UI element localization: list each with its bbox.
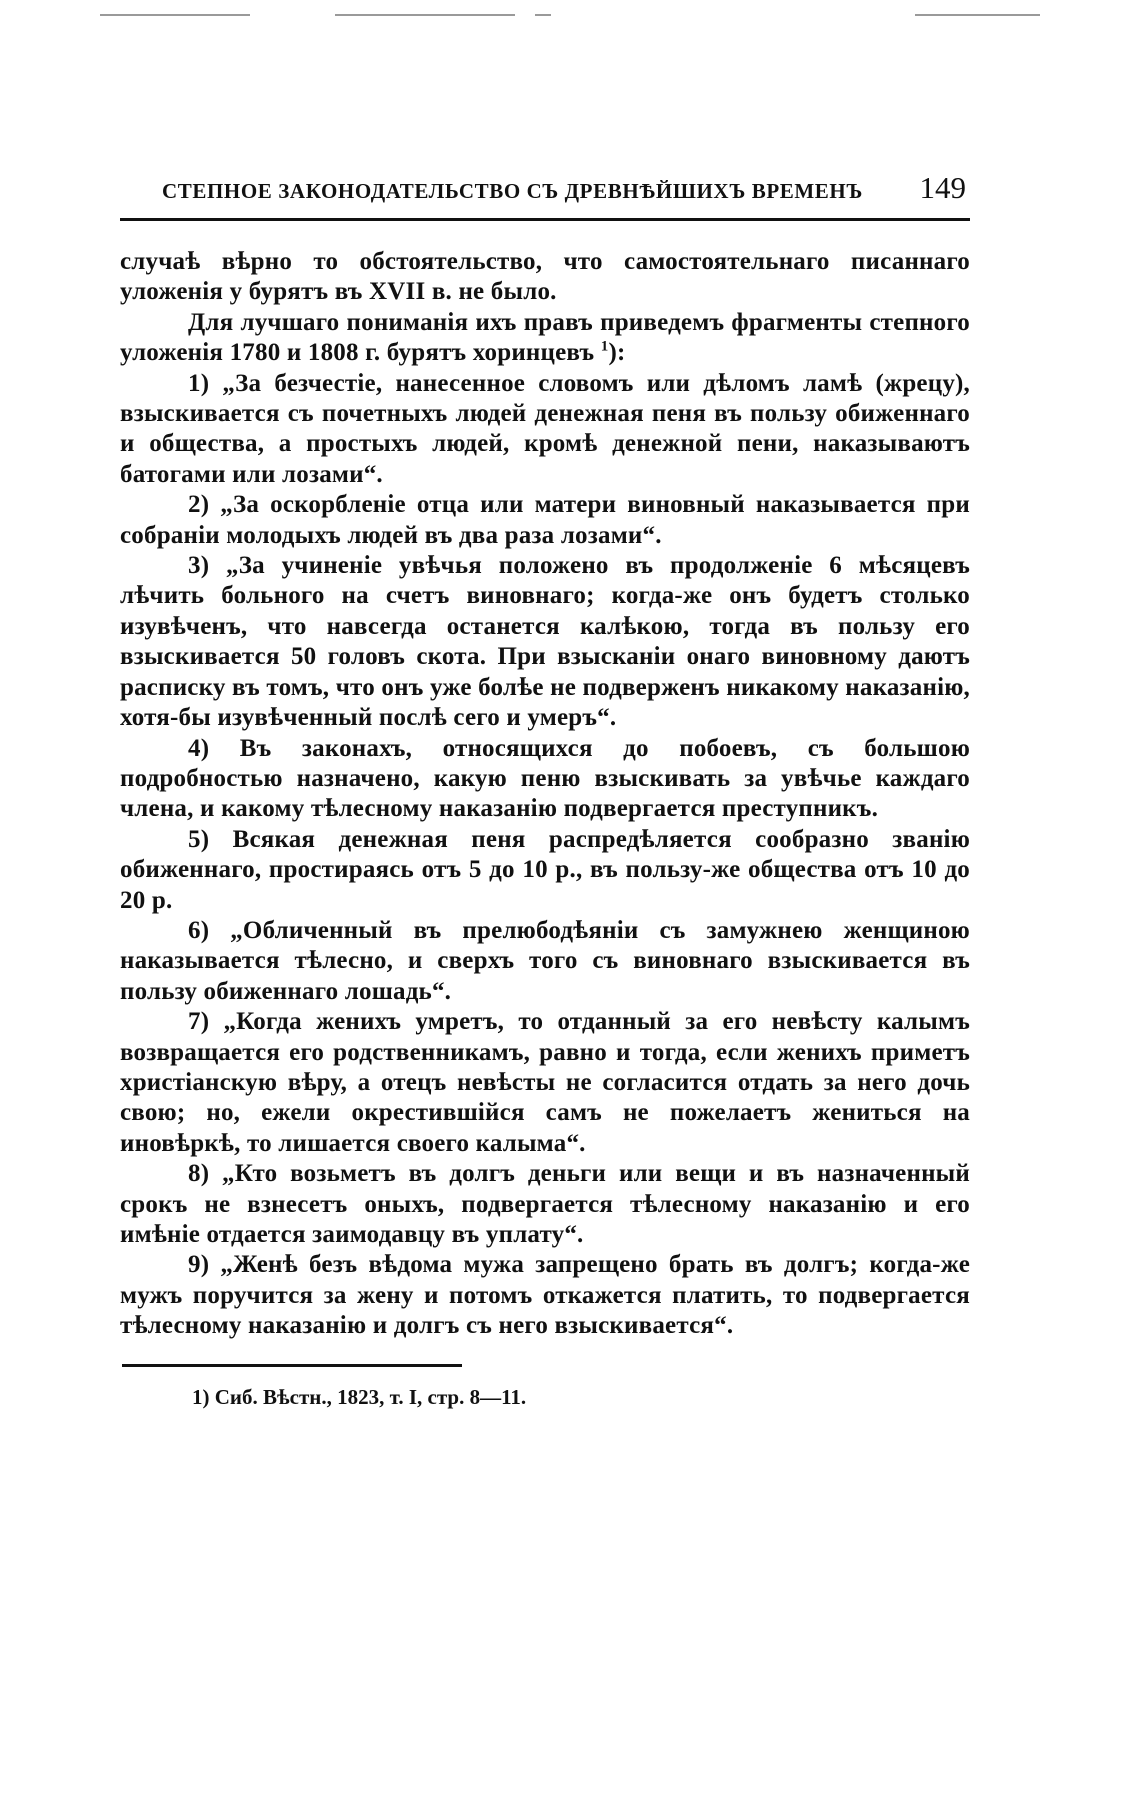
scan-edge-mark <box>535 14 551 16</box>
scan-edge-mark <box>335 14 515 16</box>
footnote-marker: 1) <box>192 1384 210 1409</box>
footnote-reference: 1 <box>600 338 609 355</box>
footnote-text: Сиб. Вѣстн., 1823, т. I, стр. 8—11. <box>214 1384 527 1409</box>
body-text <box>120 247 970 1342</box>
list-item-9: 9) „Женѣ безъ вѣдома мужа запрещено брать въ долгъ; когда-же мужъ поручится за жену и потомъ откажется платить, то подвергается тѣлесному наказанію и долгъ съ него взыскивается“. <box>120 1251 970 1340</box>
list-item-2: 2) „За оскорбленіе отца или матери виновный наказывается при собраніи молодыхъ людей въ два раза лозами“. <box>120 491 970 549</box>
paragraph-intro <box>120 308 970 369</box>
paragraph-continuation: случаѣ вѣрно то обстоятельство, что самостоятельнаго писаннаго уложенія у бурятъ въ XVII в. не было. <box>120 248 970 306</box>
list-item-1: 1) „За безчестіе, нанесенное словомъ или дѣломъ ламѣ (жрецу), взыскивается съ почетныхъ людей денежная пеня въ пользу обиженнаго и общества, а простыхъ людей, кромѣ денежной пени, наказываютъ батогами или лозами“. <box>120 369 970 488</box>
paragraph-intro-end: ): <box>608 339 626 367</box>
list-item-6: 6) „Обличенный въ прелюбодѣяніи съ замужнею женщиною наказывается тѣлесно, и сверхъ того съ виновнаго взыскивается въ пользу обиженнаго лошадь“. <box>120 916 970 1005</box>
list-item-8: 8) „Кто возьметъ въ долгъ деньги или вещи и въ назначенный срокъ не взнесетъ оныхъ, подвергается тѣлесному наказанію и его имѣніе отдается заимодавцу въ уплату“. <box>120 1160 970 1248</box>
page-number: 149 <box>919 170 966 205</box>
book-page <box>120 170 970 1411</box>
paragraph-intro-text: Для лучшаго пониманія ихъ правъ приведемъ фрагменты степного уложенія 1780 и 1808 г. бурятъ хоринцевъ <box>120 308 970 367</box>
scan-edge-mark <box>100 14 250 16</box>
list-item-7: 7) „Когда женихъ умретъ, то отданный за его невѣсту калымъ возвращается его родственникамъ, равно и тогда, если женихъ приметъ христіанскую вѣру, а отецъ невѣсты не согласится отдать за него дочь свою; но, ежели окрестившійся самъ не пожелаетъ жениться на иновѣркѣ, то лишается своего калыма“. <box>120 1008 970 1157</box>
list-item-4: 4) Въ законахъ, относящихся до побоевъ, съ большою подробностью назначено, какую пеню взыскивать за увѣчье каждаго члена, и какому тѣлесному наказанію подвергается преступникъ. <box>120 734 970 823</box>
running-header <box>120 170 970 214</box>
running-title: СТЕПНОЕ ЗАКОНОДАТЕЛЬСТВО СЪ ДРЕВНѢЙШИХЪ ВРЕМЕНЪ <box>162 179 863 203</box>
footnote-rule <box>122 1364 462 1367</box>
list-item-3: 3) „За учиненіе увѣчья положено въ продолженіе 6 мѣсяцевъ лѣчить больного на счетъ виновнаго; когда-же онъ будетъ столько изувѣченъ, что навсегда останется калѣкою, тогда въ пользу его взыскивается 50 головъ скота. При взысканіи онаго виновному даютъ расписку въ томъ, что онъ уже болѣе не подверженъ никакому наказанію, хотя-бы изувѣченный послѣ сего и умеръ“. <box>120 552 970 732</box>
header-rule <box>120 218 970 221</box>
list-item-5: 5) Всякая денежная пеня распредѣляется сообразно званію обиженнаго, простираясь отъ 5 до 10 р., въ пользу-же общества отъ 10 до 20 р. <box>120 825 970 914</box>
scan-edge-mark <box>915 14 1040 16</box>
footnote <box>192 1383 970 1411</box>
